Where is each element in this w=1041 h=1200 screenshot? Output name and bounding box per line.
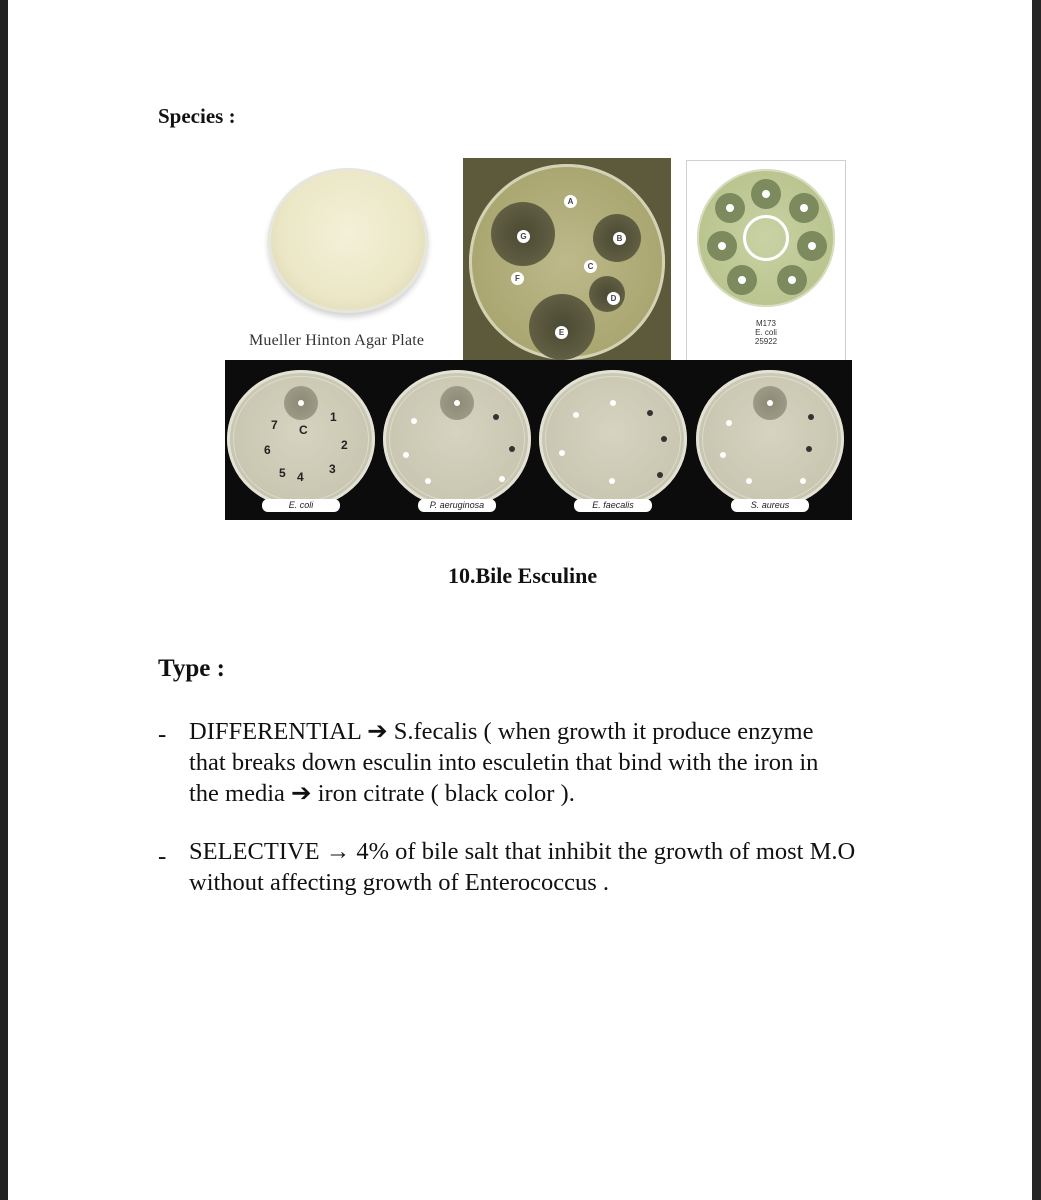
disk: [411, 418, 417, 424]
disk-label: A: [564, 195, 577, 208]
disk: [738, 276, 746, 284]
multidisc-plate: [697, 169, 835, 307]
disk: [808, 414, 814, 420]
disk-number: 7: [271, 418, 278, 432]
four-plates-image: [225, 360, 852, 520]
plate-label: S. aureus: [731, 499, 809, 512]
disk: [559, 450, 565, 456]
disk: [609, 478, 615, 484]
inhibition-zone: [589, 276, 625, 312]
disk: [808, 242, 816, 250]
disk: [298, 400, 304, 406]
disk: [806, 446, 812, 452]
disk-number: 4: [297, 470, 304, 484]
disk: [610, 400, 616, 406]
disk-label: B: [613, 232, 626, 245]
text-line: SELECTIVE → 4% of bile salt that inhibit the growth of most M.O: [189, 838, 856, 865]
type-heading: Type :: [158, 655, 225, 682]
list-item-selective: [189, 836, 909, 898]
disk: [800, 204, 808, 212]
plate-e-faecalis: [539, 370, 687, 508]
list-bullet: -: [158, 843, 167, 870]
text-line: the media ➔ iron citrate ( black color ).: [189, 780, 575, 807]
disk: [746, 478, 752, 484]
disk-number: 5: [279, 466, 286, 480]
disk: [788, 276, 796, 284]
caption-line: M173: [755, 319, 776, 328]
disk: [403, 452, 409, 458]
agar-plate: [268, 168, 428, 313]
disk: [720, 452, 726, 458]
disk: [454, 400, 460, 406]
disk: [762, 190, 770, 198]
mueller-hinton-plate-image: [235, 160, 460, 358]
disk-number: 1: [330, 410, 337, 424]
disk-number: 6: [264, 443, 271, 457]
disk: [509, 446, 515, 452]
species-heading: Species :: [158, 104, 236, 128]
plate-p-aeruginosa: [383, 370, 531, 508]
disk: [493, 414, 499, 420]
disk: [425, 478, 431, 484]
plate-label: E. coli: [262, 499, 340, 512]
text-line: DIFFERENTIAL ➔ S.fecalis ( when growth it produce enzyme: [189, 718, 814, 745]
list-item-differential: [189, 716, 909, 809]
left-edge: [0, 0, 8, 1200]
caption-line: E. coli: [755, 328, 777, 337]
disk-label: G: [517, 230, 530, 243]
plate-label: E. faecalis: [574, 499, 652, 512]
disk-label: D: [607, 292, 620, 305]
text-line: that breaks down esculin into esculetin that bind with the iron in: [189, 749, 819, 776]
section-title: 10.Bile Esculine: [448, 563, 598, 588]
disk: [726, 204, 734, 212]
plate-label: P. aeruginosa: [418, 499, 496, 512]
disk: [647, 410, 653, 416]
disk-number: 2: [341, 438, 348, 452]
multidisc-plate-image: [686, 160, 846, 364]
disk: [800, 478, 806, 484]
inhibition-zone-plate-image: [463, 158, 671, 364]
list-bullet: -: [158, 721, 167, 748]
plate-ecoli: [227, 370, 375, 508]
plate-s-aureus: [696, 370, 844, 508]
disk-number: C: [299, 423, 308, 437]
caption-line: 25922: [754, 337, 778, 346]
disk: [767, 400, 773, 406]
disk: [726, 420, 732, 426]
mueller-hinton-caption: Mueller Hinton Agar Plate: [249, 332, 425, 349]
right-edge: [1032, 0, 1041, 1200]
zone-plate: [469, 164, 665, 360]
multidisc-caption: [687, 319, 845, 346]
disk: [661, 436, 667, 442]
disk: [573, 412, 579, 418]
disk: [718, 242, 726, 250]
disk: [657, 472, 663, 478]
disk-label: C: [584, 260, 597, 273]
text-line: without affecting growth of Enterococcus .: [189, 869, 610, 896]
disk-label: E: [555, 326, 568, 339]
multidisc-ring: [743, 215, 789, 261]
disk-number: 3: [329, 462, 336, 476]
disk: [499, 476, 505, 482]
disk-label: F: [511, 272, 524, 285]
